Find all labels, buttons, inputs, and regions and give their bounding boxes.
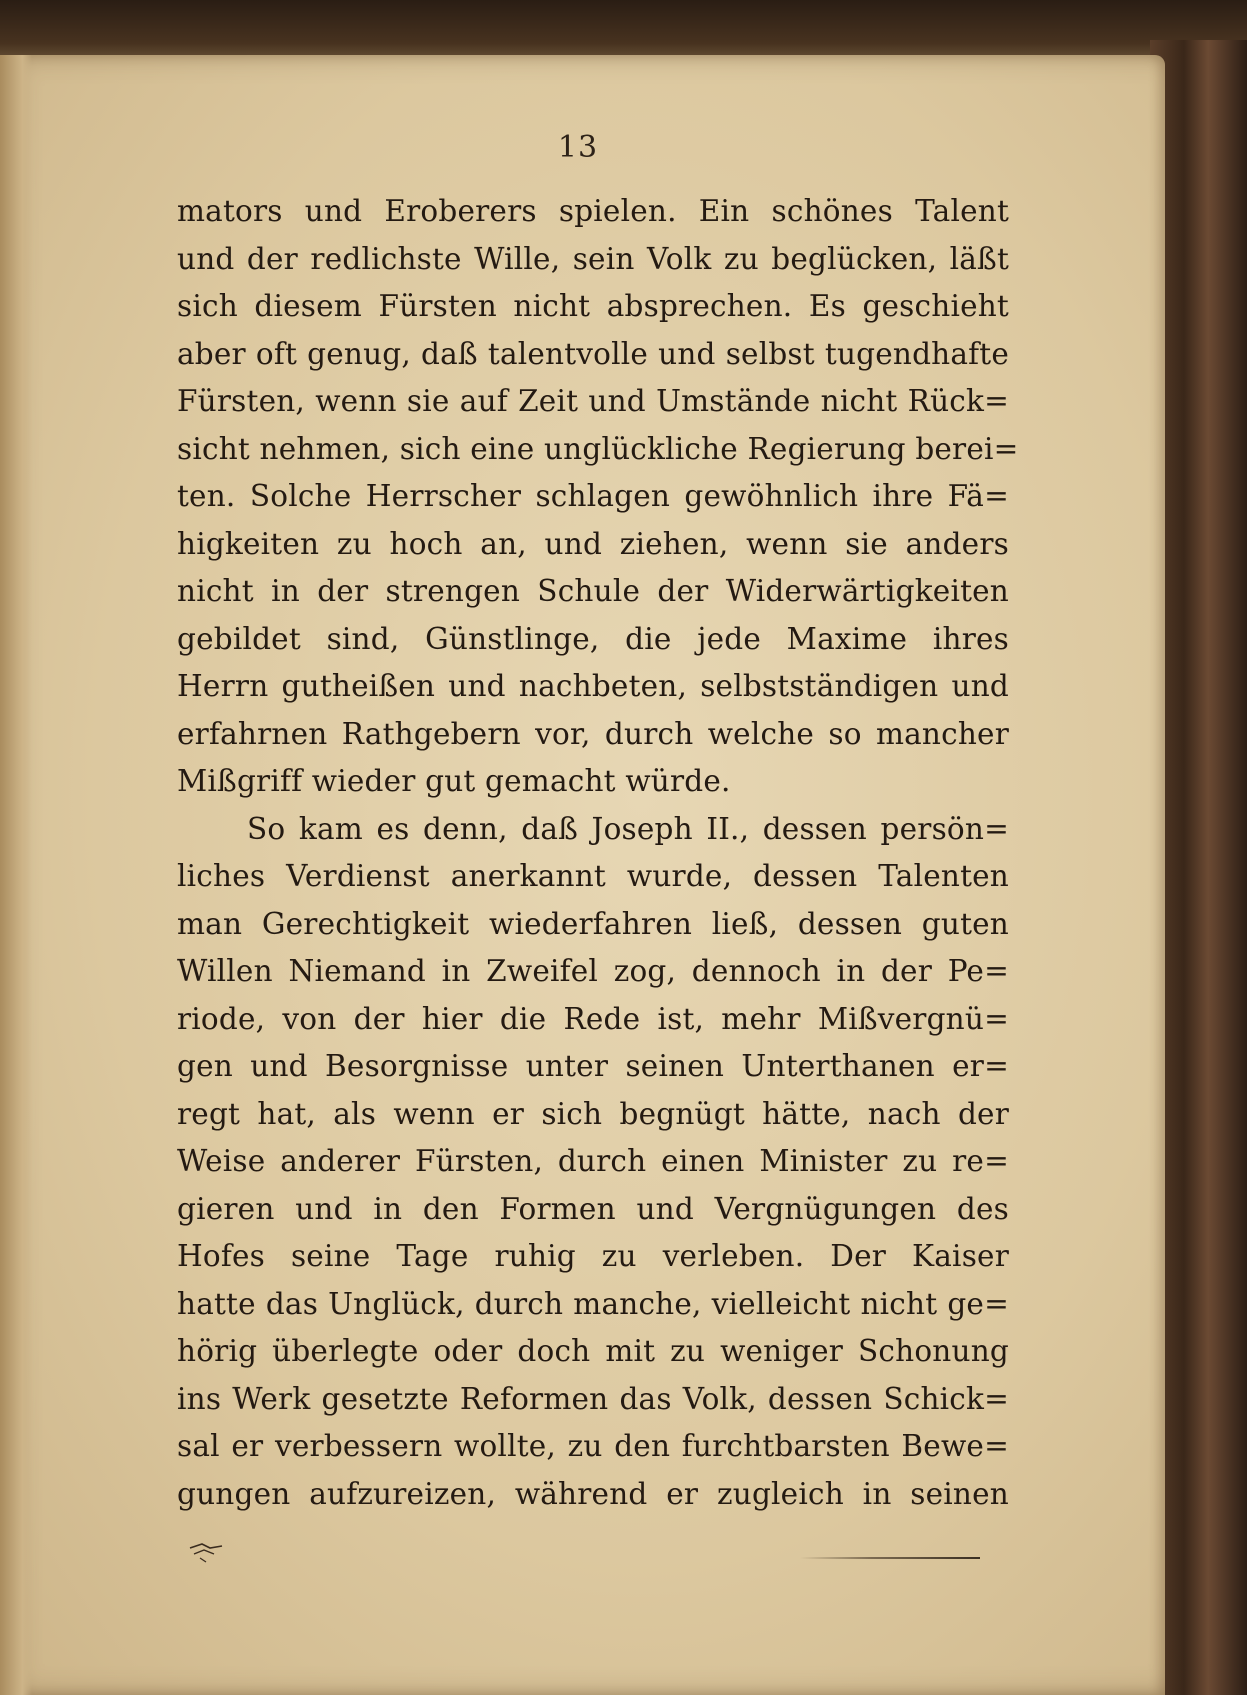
text-line: gen und Besorgnisse unter seinen Unterthanen er=: [177, 1049, 1009, 1083]
book-top-edge: [0, 0, 1247, 62]
text-line: hatte das Unglück, durch manche, vielleicht nicht ge=: [177, 1286, 1009, 1321]
text-line: liches Verdienst anerkannt wurde, dessen Talenten: [177, 859, 1009, 893]
text-line: So kam es denn, daß Joseph II., dessen persön=: [247, 811, 1009, 846]
text-line: gieren und in den Formen und Vergnügungen des: [177, 1191, 1009, 1226]
text-line: sich diesem Fürsten nicht absprechen. Es geschieht: [177, 289, 1009, 323]
text-line: aber oft genug, daß talentvolle und selbst tugendhafte: [177, 336, 1009, 371]
text-line: nicht in der strengen Schule der Widerwärtigkeiten: [177, 574, 1009, 608]
text-line: gungen aufzureizen, während er zugleich in seinen: [177, 1476, 1009, 1511]
text-line: higkeiten zu hoch an, und ziehen, wenn sie anders: [177, 526, 1009, 561]
text-line: ins Werk gesetzte Reformen das Volk, dessen Schick=: [177, 1381, 1009, 1416]
text-line: man Gerechtigkeit wiederfahren ließ, dessen guten: [177, 906, 1009, 941]
text-line: Herrn gutheißen und nachbeten, selbstständigen und: [177, 669, 1009, 703]
footer-rule: [800, 1557, 980, 1559]
text-line: und der redlichste Wille, sein Volk zu beglücken, läßt: [177, 241, 1009, 276]
page-gutter-shadow: [0, 55, 32, 1695]
text-line: ten. Solche Herrscher schlagen gewöhnlich ihre Fä=: [177, 479, 1009, 513]
text-line: mators und Eroberers spielen. Ein schönes Talent: [177, 194, 1009, 228]
text-line: Willen Niemand in Zweifel zog, dennoch in der Pe=: [177, 954, 1009, 988]
text-line: hörig überlegte oder doch mit zu weniger Schonung: [177, 1334, 1009, 1368]
text-line: sicht nehmen, sich eine unglückliche Regierung berei=: [177, 431, 1019, 466]
text-line: Weise anderer Fürsten, durch einen Minister zu re=: [177, 1144, 1009, 1178]
text-line: Mißgriff wieder gut gemacht würde.: [177, 764, 731, 798]
text-line: regt hat, als wenn er sich begnügt hätte, nach der: [177, 1096, 1009, 1131]
text-line: gebildet sind, Günstlinge, die jede Maxime ihres: [177, 621, 1009, 656]
text-line: Fürsten, wenn sie auf Zeit und Umstände nicht Rück=: [177, 384, 1009, 418]
page-text-block: [177, 188, 1019, 1518]
page-number: 13: [557, 130, 599, 165]
text-line: erfahrnen Rathgebern vor, durch welche so mancher: [177, 716, 1009, 751]
text-line: Hofes seine Tage ruhig zu verleben. Der Kaiser: [177, 1239, 1009, 1273]
printer-mark-icon: [188, 1538, 224, 1564]
text-line: sal er verbessern wollte, zu den furchtbarsten Bewe=: [177, 1429, 1009, 1463]
text-line: riode, von der hier die Rede ist, mehr Mißvergnü=: [177, 1001, 1009, 1036]
